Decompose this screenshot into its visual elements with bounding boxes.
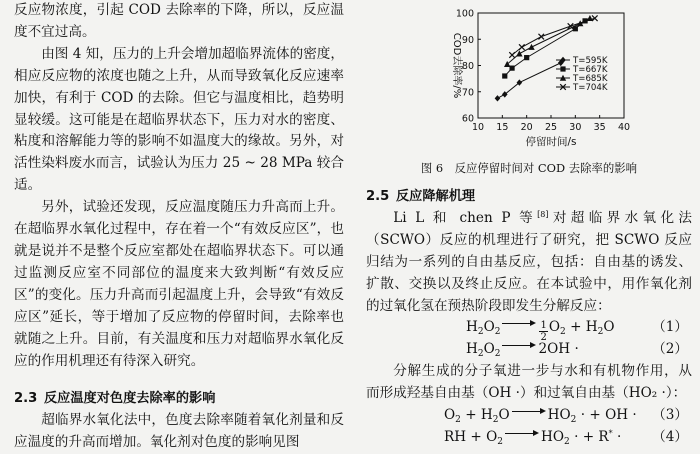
x-tick-label: 10 xyxy=(471,122,485,133)
paragraph-pressure: 由图 4 知，压力的上升会增加超临界流体的密度，相应反应物的浓度也随之上升，从而导致氧化反应速率加快，有利于 COD 的去除。但它与温度相比，趋势明显较缓。这可能是在超临界状态下，压力对水的密度、粘度和溶解能力等的影响不如温度大的缘故。另外，对活性染料废水而言，试验认为压力 25 ~ 28 MPa 较合适。 xyxy=(14,45,344,194)
square-marker xyxy=(509,66,514,71)
equation-2-expression: $H_2O_2$ 2OH · xyxy=(466,341,579,360)
fraction-one-half: $\frac{1}{2}$ xyxy=(540,320,547,344)
series-line xyxy=(497,63,560,98)
equation-3-expression: $O_2 + H_2O$ $HO_2$ · + OH · xyxy=(444,407,637,426)
equation-3 xyxy=(366,405,692,427)
x-marker xyxy=(538,34,544,40)
square-marker xyxy=(560,66,565,71)
cod-removal-chart xyxy=(366,0,692,158)
equation-1-number: （1） xyxy=(652,319,688,336)
legend-label: T=704K xyxy=(573,83,608,93)
paragraph-radicals: 分解生成的分子氧进一步与水和有机物作用，从而形成羟基自由基（OH ·）和过氧自由基（HO₂ ·）： xyxy=(366,363,692,402)
section-heading-2-5 xyxy=(366,186,692,208)
equation-1 xyxy=(366,317,692,344)
y-axis-label: COD去除率/% xyxy=(451,32,462,99)
x-tick-label: 20 xyxy=(520,122,533,133)
equation-2-number: （2） xyxy=(652,341,688,358)
x-tick-label: 35 xyxy=(593,122,606,133)
right-column xyxy=(366,0,692,449)
chart-legend xyxy=(556,56,608,93)
equation-4 xyxy=(366,427,692,449)
equation-1-expression: $H_2O_2$ $\frac{1}{2}$ $O_2 + H_2O$ xyxy=(466,319,615,344)
diamond-marker xyxy=(495,95,501,101)
mechanism-text: 对超临界水氧化法（SCWO）反应的机理进行了研究，把 SCWO 反应归结为一系列的自由基反应，包括：自由基的诱发、扩散、交换以及终止反应。在本试验中，用作氧化剂的过氧化氢在预热阶段即发生分解反应： xyxy=(366,209,692,314)
triangle-marker xyxy=(528,44,534,50)
y-tick-label: 70 xyxy=(461,87,474,99)
reaction-arrow-icon xyxy=(502,342,536,350)
figure-caption: 图 6 反应停留时间对 COD 去除率的影响 xyxy=(420,161,638,175)
diamond-marker xyxy=(502,91,508,97)
square-marker xyxy=(502,73,507,78)
legend-label: T=685K xyxy=(573,74,608,84)
legend-label: T=595K xyxy=(573,56,608,66)
x-marker xyxy=(519,44,525,50)
equation-4-number: （4） xyxy=(652,429,688,446)
left-column xyxy=(14,0,344,454)
reaction-arrow-icon xyxy=(512,408,546,416)
paragraph-intro: 反应物浓度，引起 COD 去除率的下降，所以，反应温度不宜过高。 xyxy=(14,2,344,40)
equation-2 xyxy=(366,339,692,361)
x-tick-label: 30 xyxy=(569,122,582,133)
square-marker xyxy=(524,55,529,60)
mechanism-authors: Li L 和 chen P 等 xyxy=(393,209,538,226)
section-heading-2-3 xyxy=(14,388,344,410)
y-tick-label: 60 xyxy=(461,113,474,125)
paragraph-effective-zone: 另外，试验还发现，反应温度随压力升高而上升。在超临界水氧化过程中，存在着一个“有效反应区”，也就是说并不是整个反应室都处在超临界状态下。可以通过监测反应室不同部位的温度来大致判断“有效反应区”的变化。压力升高而引起温度上升，会导致“有效反应区”延长，等于增加了反应物的停留时间，去除率也就随之上升。目前，有关温度和压力对超临界水氧化反应的作用机理还有待深入研究。 xyxy=(14,199,344,369)
equation-3-number: （3） xyxy=(652,407,688,424)
section-title: 反应温度对色度去除率的影响 xyxy=(44,391,216,407)
equation-4-expression: RH + $O_2$ $HO_2$ · + R* · xyxy=(444,429,622,448)
x-marker xyxy=(509,52,515,58)
x-tick-label: 25 xyxy=(544,122,558,133)
x-marker xyxy=(592,15,598,21)
y-tick-label: 90 xyxy=(461,34,474,46)
x-tick-label: 40 xyxy=(617,122,631,133)
section-number: 2.3 xyxy=(14,391,38,407)
section-number: 2.5 xyxy=(366,189,390,204)
x-axis-label: 停留时间/s xyxy=(525,136,577,148)
paragraph-mechanism xyxy=(366,208,692,318)
diamond-marker xyxy=(517,79,523,85)
section-title: 反应降解机理 xyxy=(396,189,476,204)
x-tick-label: 15 xyxy=(496,122,509,133)
y-tick-label: 100 xyxy=(455,8,474,20)
reaction-arrow-icon xyxy=(505,430,539,438)
citation-ref: [8] xyxy=(537,209,549,219)
y-tick-label: 80 xyxy=(461,61,474,72)
reaction-arrow-icon xyxy=(502,320,536,328)
legend-label: T=667K xyxy=(573,65,608,75)
figure-6-chart xyxy=(366,0,692,158)
paragraph-color-removal: 超临界水氧化法中，色度去除率随着氧化剂量和反应温度的升高而增加。氧化剂对色度的影响见图 xyxy=(14,412,344,451)
